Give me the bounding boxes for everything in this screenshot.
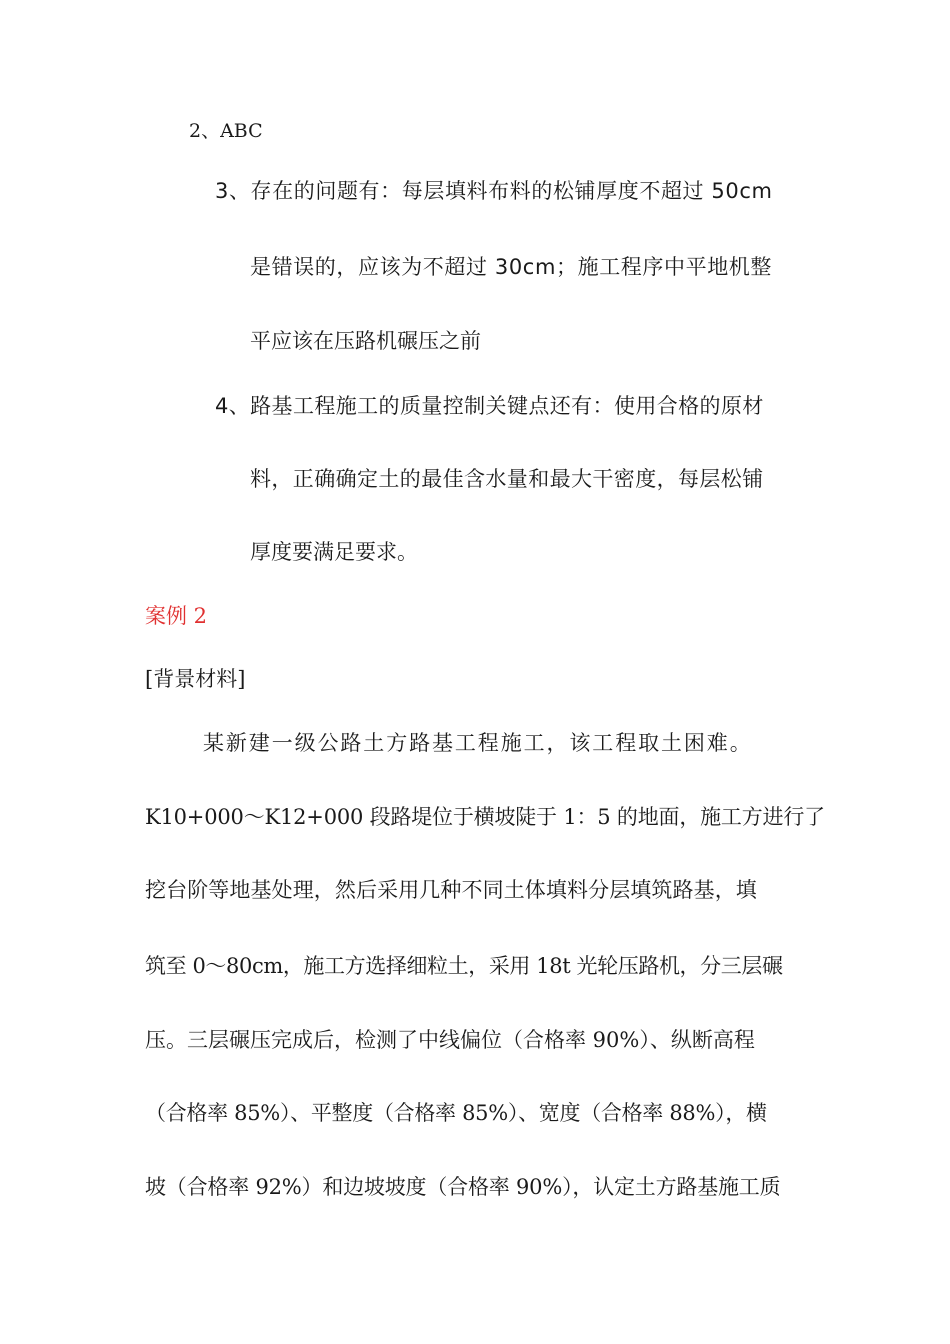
answer-item-4-line-2: 料，正确确定土的最佳含水量和最大干密度，每层松铺 xyxy=(250,467,764,491)
paragraph-line-4: 筑至 0～80cm，施工方选择细粒土，采用 18t 光轮压路机，分三层碾 xyxy=(145,954,783,978)
paragraph-line-3: 挖台阶等地基处理，然后采用几种不同土体填料分层填筑路基，填 xyxy=(145,878,757,902)
case-title: 案例 2 xyxy=(145,604,208,628)
paragraph-line-2: K10+000～K12+000 段路堤位于横坡陡于 1：5 的地面，施工方进行了 xyxy=(145,805,825,829)
paragraph-line-5: 压。三层碾压完成后，检测了中线偏位（合格率 90%）、纵断高程 xyxy=(145,1028,755,1052)
paragraph-line-6: （合格率 85%）、平整度（合格率 85%）、宽度（合格率 88%），横 xyxy=(145,1101,767,1125)
answer-item-3-line-1: 3、存在的问题有：每层填料布料的松铺厚度不超过 50cm xyxy=(215,179,773,203)
answer-item-2: 2、ABC xyxy=(189,120,263,142)
paragraph-line-7: 坡（合格率 92%）和边坡坡度（合格率 90%），认定土方路基施工质 xyxy=(145,1175,781,1199)
answer-item-3-line-3: 平应该在压路机碾压之前 xyxy=(250,329,481,353)
paragraph-line-1: 某新建一级公路土方路基工程施工，该工程取土困难。 xyxy=(203,731,753,755)
answer-item-4-line-1: 4、路基工程施工的质量控制关键点还有：使用合格的原材 xyxy=(215,394,764,418)
answer-item-3-line-2: 是错误的，应该为不超过 30cm；施工程序中平地机整 xyxy=(250,255,772,279)
background-label: [背景材料] xyxy=(145,667,246,691)
answer-item-4-line-3: 厚度要满足要求。 xyxy=(250,540,418,564)
